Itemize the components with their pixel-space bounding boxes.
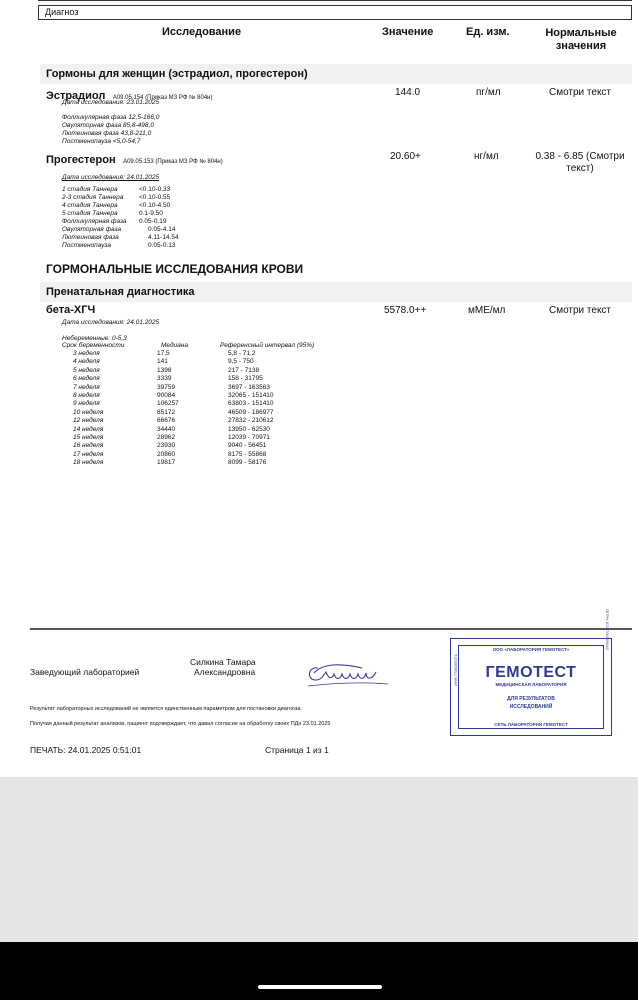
head-label: Заведующий лабораторией [30,667,140,677]
top-border [38,0,632,1]
hcg-week: 17 неделя [73,450,104,458]
footer-note-1: Результат лабораторных исследований не является единственным параметром для постановки диагноза. [30,706,302,712]
footer-note-2: Получая данный результат анализов, пациент подтверждает, что давал согласие на обработку своих ПДн 23.01.2025 [30,721,331,727]
hcg-ref: 3697 - 163563 [228,383,270,391]
progesterone-ref-label: 5 стадия Таннера [62,210,118,217]
progesterone-value: 20.60+ [390,151,421,162]
hcg-median: 39759 [157,383,176,391]
hcg-week: 10 неделя [73,408,104,416]
diagnosis-box [38,5,632,20]
hcg-ref: 5,8 - 71,2 [228,350,256,357]
header-unit: Ед. изм. [466,26,510,38]
head-name-line2: Александровна [194,667,256,677]
hcg-week: 12 неделя [73,417,104,425]
estradiol-code: А09.05.154 (Приказ МЗ РФ № 804н) [112,95,213,101]
stamp-sub: МЕДИЦИНСКАЯ ЛАБОРАТОРИЯ [495,682,567,687]
progesterone-ref-label: 4 стадия Таннера [62,202,118,209]
stamp-bottom-text: СЕТЬ ЛАБОРАТОРИЙ ГЕМОТЕСТ [494,722,568,727]
hcg-ref: 8099 - 58176 [228,459,267,467]
hcg-median: 28962 [157,434,176,441]
home-indicator[interactable] [258,985,382,989]
progesterone-unit: нг/мл [474,151,499,162]
hcg-ref: 9040 - 56451 [228,442,267,450]
progesterone-code: А09.05.153 (Приказ МЗ РФ № 804н) [123,159,223,165]
hcg-name: бета-ХГЧ [46,304,96,316]
hcg-median: 20860 [157,450,176,458]
estradiol-ref-1: Овуляторная фаза 85,8-498,0 [62,122,154,129]
signature [304,658,394,690]
hcg-median: 106257 [157,400,179,408]
hcg-ref: 46509 - 186977 [228,408,274,416]
hcg-value: 5578.0++ [384,305,427,316]
hcg-week: 6 неделя [73,375,100,383]
estradiol-ref-3: Постменопауза <5,0-54,7 [62,138,141,145]
hcg-median: 90084 [157,392,176,399]
progesterone-name: Прогестерон [46,154,116,166]
system-navigation-bar [0,942,638,1000]
page-number: Страница 1 из 1 [265,745,329,755]
stamp-brand: ГЕМОТЕСТ [485,664,577,681]
stamp-inn: ИНН 7706355371 [453,653,458,686]
diagnosis-label: Диагноз [45,7,79,17]
header-study: Исследование [162,26,242,38]
hcg-col-term: Срок беременности [62,342,125,349]
progesterone-ref-range: 0.1-9.50 [139,210,163,217]
estradiol-ref-0: Фолликулярная фаза 12,5-166,0 [62,114,160,121]
hcg-week: 8 неделя [73,392,100,399]
hcg-date: Дата исследования: 24.01.2025 [62,319,160,326]
hcg-week: 5 неделя [73,366,100,374]
hcg-median: 85172 [157,408,176,416]
hcg-week: 18 неделя [73,459,104,467]
hcg-ref: 158 - 31795 [228,375,263,383]
hcg-unit: мМЕ/мл [468,305,506,316]
hcg-ref: 9,5 - 750 [228,358,254,366]
print-timestamp: ПЕЧАТЬ: 24.01.2025 0:51:01 [30,745,142,755]
hcg-ref: 63803 - 151410 [228,400,274,408]
hcg-median: 23930 [157,442,176,450]
header-norm [536,27,626,53]
hcg-ref: 8175 - 55868 [228,450,267,458]
stamp-for-line2: ИССЛЕДОВАНИЙ [509,704,553,710]
progesterone-ref-label: 1 стадия Таннера [62,186,118,193]
progesterone-ref-label: Овуляторная фаза [62,226,122,233]
progesterone-ref-range: <0.10-0.33 [139,186,171,193]
progesterone-ref-range: <0.10-4.50 [139,202,171,209]
progesterone-ref-label: 2-3 стадия Таннера [62,194,124,201]
hcg-ref: 217 - 7138 [228,366,260,374]
hcg-median: 34440 [157,425,176,433]
section-prenatal-title: Пренатальная диагностика [46,286,195,298]
progesterone-date: Дата исследования: 24.01.2025 [62,174,160,181]
estradiol-ref-2: Лютеиновая фаза 43,8-211,0 [62,130,152,137]
footer-divider [30,628,632,630]
hcg-week: 3 неделя [73,350,100,357]
hcg-median: 3339 [157,375,172,383]
hcg-median: 19817 [157,459,176,467]
progesterone-row [46,150,223,168]
hcg-nonpregnant: Небеременные: 0-5,3 [62,335,127,342]
progesterone-ref-range: 0.05-0.19 [139,218,167,225]
lab-stamp [450,609,612,736]
hcg-week: 16 неделя [73,442,104,450]
hcg-ref: 13950 - 62530 [228,425,270,433]
header-norm-line1: Нормальные [545,27,617,39]
section-hormones-title: Гормоны для женщин (эстрадиол, прогестерон) [46,68,308,80]
estradiol-date: Дата исследования: 23.01.2025 [62,99,160,106]
progesterone-ref-range: 4.11-14.54 [148,234,179,241]
stamp-for-line1: ДЛЯ РЕЗУЛЬТАТОВ [507,696,555,702]
progesterone-ref-range: <0.10-0.55 [139,194,171,201]
hcg-ref: 32065 - 151410 [228,392,274,399]
header-value: Значение [382,26,434,38]
hcg-ref: 27832 - 210612 [228,417,274,425]
hcg-norm: Смотри текст [548,305,612,316]
header-norm-line2: значения [555,40,607,52]
hcg-week: 14 неделя [73,425,104,433]
hcg-median: 1398 [157,366,172,374]
progesterone-ref-label: Постменопауза [62,242,111,249]
hcg-median: 141 [157,358,168,366]
hcg-median: 17,5 [157,350,170,357]
progesterone-norm-line1: 0.38 - 6.85 (Смотри [535,151,625,162]
section-blood-title: ГОРМОНАЛЬНЫЕ ИССЛЕДОВАНИЯ КРОВИ [46,262,304,276]
estradiol-name: Эстрадиол [46,90,106,102]
hcg-col-median: Медиана [161,342,188,349]
hcg-week: 7 неделя [73,383,100,391]
progesterone-ref-range: 0.05-0.13 [148,242,176,249]
hcg-ref: 12039 - 70971 [228,434,270,441]
estradiol-value: 144.0 [395,87,421,98]
hcg-week: 9 неделя [73,400,100,408]
estradiol-unit: пг/мл [476,87,501,98]
progesterone-ref-range: 0.05-4.14 [148,226,176,233]
progesterone-ref-label: Лютеиновая фаза [62,234,119,241]
progesterone-norm [527,151,633,175]
hcg-week: 15 неделя [73,434,104,441]
progesterone-ref-label: Фолликулярная фаза [62,218,127,225]
hcg-median: 66676 [157,417,176,425]
stamp-top-text: ООО «ЛАБОРАТОРИЯ ГЕМОТЕСТ» [492,647,570,652]
head-name-line1: Силкина Тамара [190,657,256,667]
estradiol-norm: Смотри текст [548,87,612,98]
hcg-col-ref: Референсный интервал (95%) [220,342,315,349]
hcg-week: 4 неделя [73,358,100,366]
progesterone-norm-line2: текст) [566,163,594,174]
stamp-ogrn: ОГРН 1027700005642 [605,609,610,650]
stamp-inner-frame [453,609,610,729]
